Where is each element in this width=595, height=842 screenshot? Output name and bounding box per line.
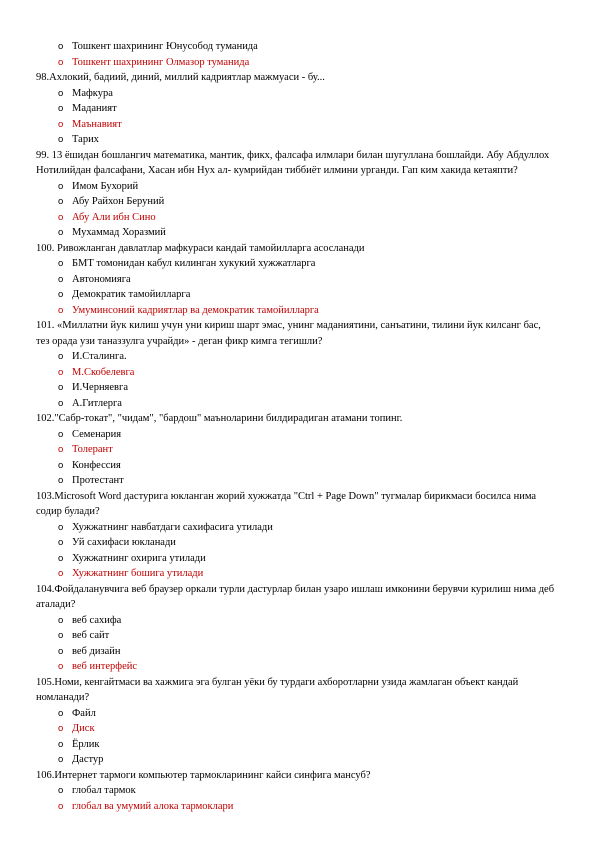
- bullet-circle-icon: o: [58, 428, 64, 440]
- answer-option-correct: [36, 303, 556, 319]
- answer-list: [36, 86, 556, 148]
- answer-text: Тошкент шахрининг Юнусобод туманида: [72, 41, 258, 52]
- bullet-circle-icon: o: [58, 304, 64, 316]
- answer-option: [36, 628, 556, 644]
- question-text: 102."Сабр-токат", "чидам", "бардош" маъноларини билдирадиган атамани топинг.: [36, 413, 403, 424]
- bullet-circle-icon: o: [58, 723, 64, 734]
- bullet-circle-icon: o: [58, 459, 64, 471]
- bullet-circle-icon: o: [58, 754, 64, 765]
- bullet-circle-icon: o: [58, 41, 64, 52]
- answer-text: Абу Али ибн Сино: [72, 211, 156, 223]
- answer-option: [36, 256, 556, 272]
- answer-option-correct: [36, 442, 556, 458]
- answer-option: [36, 101, 556, 117]
- answer-option-correct: [36, 210, 556, 226]
- answer-option-correct: [36, 566, 556, 582]
- answer-list: [36, 179, 556, 241]
- bullet-circle-icon: o: [58, 475, 64, 486]
- answer-text: веб интерфейс: [72, 661, 138, 672]
- answer-list: [36, 706, 556, 768]
- answer-option: [36, 535, 556, 551]
- question-text: 98.Ахлокий, бадиий, диний, миллий кадриятлар мажмуаси - бу...: [36, 72, 325, 83]
- answer-text: Конфессия: [72, 459, 121, 471]
- bullet-circle-icon: o: [58, 614, 64, 626]
- answer-option: [36, 287, 556, 303]
- answer-option: [36, 86, 556, 102]
- bullet-circle-icon: o: [58, 134, 64, 145]
- answer-option: [36, 349, 556, 365]
- answer-option-correct: [36, 365, 556, 381]
- answer-option: [36, 644, 556, 660]
- answer-text: Маданият: [72, 103, 117, 114]
- bullet-circle-icon: o: [58, 273, 64, 285]
- answer-option-correct: [36, 55, 556, 71]
- bullet-circle-icon: o: [58, 444, 64, 455]
- bullet-circle-icon: o: [58, 785, 64, 796]
- bullet-circle-icon: o: [58, 180, 64, 192]
- answer-option: [36, 380, 556, 396]
- answer-option: [36, 706, 556, 722]
- answer-text: Семенария: [72, 428, 122, 440]
- answer-list: [36, 39, 556, 70]
- answer-text: Дастур: [72, 754, 104, 765]
- answer-option: [36, 551, 556, 567]
- answer-text: Имом Бухорий: [72, 180, 139, 192]
- question-text: 100. Ривожланган давлатлар мафкураси кандай тамойилларга асосланади: [36, 242, 365, 254]
- answer-option: [36, 613, 556, 629]
- answer-text: М.Скобелевга: [72, 366, 135, 378]
- bullet-circle-icon: o: [58, 738, 64, 750]
- answer-text: веб сайт: [72, 630, 110, 641]
- answer-text: Толерант: [72, 444, 113, 455]
- bullet-circle-icon: o: [58, 211, 64, 223]
- answer-option: [36, 396, 556, 412]
- answer-text: Файл: [72, 707, 96, 719]
- answer-text: глобал ва умумий алока тармоклари: [72, 800, 234, 812]
- bullet-circle-icon: o: [58, 56, 64, 68]
- answer-option: [36, 225, 556, 241]
- answer-option-correct: [36, 721, 556, 737]
- bullet-circle-icon: o: [58, 645, 64, 657]
- answer-list: [36, 520, 556, 582]
- answer-option: [36, 179, 556, 195]
- answer-option-correct: [36, 799, 556, 815]
- answer-option: [36, 427, 556, 443]
- answer-list: [36, 613, 556, 675]
- answer-text: Уй сахифаси юкланади: [72, 537, 176, 548]
- question-text: 101. «Миллатни йук килиш учун уни кириш шарт эмас, унинг маданиятини, санъатини, тилини йук килсанг бас, тез орада узи таназзулга учрайди» - деган фикр кимга тегишли?: [36, 320, 541, 347]
- answer-text: И.Сталинга.: [72, 351, 127, 362]
- bullet-circle-icon: o: [58, 258, 64, 269]
- question-text: 104.Фойдаланувчига веб браузер оркали турли дастурлар билан узаро ишлаш имконини берувчи курилиш нима деб аталади?: [36, 583, 555, 610]
- bullet-circle-icon: o: [58, 87, 64, 99]
- answer-text: Диск: [72, 723, 95, 734]
- answer-option: [36, 39, 556, 55]
- answer-option: [36, 783, 556, 799]
- answer-text: веб сахифа: [72, 614, 122, 626]
- bullet-circle-icon: o: [58, 351, 64, 362]
- bullet-circle-icon: o: [58, 227, 64, 238]
- bullet-circle-icon: o: [58, 661, 64, 672]
- answer-option: [36, 132, 556, 148]
- answer-list: [36, 427, 556, 489]
- answer-text: И.Черняевга: [72, 382, 128, 393]
- answer-text: Демократик тамойилларга: [72, 289, 191, 300]
- answer-text: Тошкент шахрининг Олмазор туманида: [72, 56, 250, 68]
- answer-text: Маънавият: [72, 118, 122, 130]
- answer-text: Хужжатнинг навбатдаги сахифасига утилади: [72, 521, 273, 533]
- bullet-circle-icon: o: [58, 382, 64, 393]
- bullet-circle-icon: o: [58, 630, 64, 641]
- bullet-circle-icon: o: [58, 552, 64, 564]
- answer-text: БМТ томонидан кабул килинган хукукий хужжатларга: [72, 258, 316, 269]
- bullet-circle-icon: o: [58, 118, 64, 130]
- answer-text: Хужжатнинг бошига утилади: [72, 568, 204, 579]
- question-text: 99. 13 ёшидан бошлангич математика, мантик, фикх, фалсафа илмлари билан шугуллана бошлайди. Абу Абдуллох Нотилийдан фалсафани, Хасан ибн Нух ал- кумрийдан тиббиёт илмини урганди. Гап ким хакида кетаяпти?: [36, 149, 550, 176]
- bullet-circle-icon: o: [58, 397, 64, 409]
- question-text: 106.Интернет тармоги компьютер тармокларининг кайси синфига мансуб?: [36, 769, 371, 781]
- document-body: [36, 39, 556, 814]
- answer-text: веб дизайн: [72, 645, 121, 657]
- answer-text: Хужжатнинг охирига утилади: [72, 552, 206, 564]
- answer-option: [36, 737, 556, 753]
- bullet-circle-icon: o: [58, 103, 64, 114]
- bullet-circle-icon: o: [58, 800, 64, 812]
- question-text: 103.Microsoft Word дастурига юкланган жорий хужжатда "Ctrl + Page Down" тугмалар бирикмаси босилса нима содир булади?: [36, 490, 537, 517]
- answer-text: глобал тармок: [72, 785, 136, 796]
- answer-option: [36, 194, 556, 210]
- answer-list: [36, 783, 556, 814]
- answer-option-correct: [36, 659, 556, 675]
- bullet-circle-icon: o: [58, 196, 64, 207]
- bullet-circle-icon: o: [58, 289, 64, 300]
- bullet-circle-icon: o: [58, 537, 64, 548]
- answer-option: [36, 520, 556, 536]
- bullet-circle-icon: o: [58, 568, 64, 579]
- answer-list: [36, 256, 556, 318]
- answer-option: [36, 473, 556, 489]
- answer-text: Абу Райхон Беруний: [72, 196, 165, 207]
- answer-option: [36, 272, 556, 288]
- answer-text: Протестант: [72, 475, 124, 486]
- answer-option: [36, 458, 556, 474]
- bullet-circle-icon: o: [58, 366, 64, 378]
- answer-text: Ёрлик: [72, 738, 100, 750]
- answer-text: Умуминсоний кадриятлар ва демократик тамойилларга: [72, 304, 319, 316]
- answer-option: [36, 752, 556, 768]
- answer-text: Мухаммад Хоразмий: [72, 227, 166, 238]
- answer-text: Автономияга: [72, 273, 131, 285]
- answer-option-correct: [36, 117, 556, 133]
- bullet-circle-icon: o: [58, 707, 64, 719]
- answer-text: А.Гитлерга: [72, 397, 122, 409]
- question-text: 105.Номи, кенгайтмаси ва хажмига эга булган уёки бу турдаги ахборотларни узида жамлаган объект кандай номланади?: [36, 676, 519, 703]
- answer-text: Тарих: [72, 134, 99, 145]
- answer-text: Мафкура: [72, 87, 113, 99]
- bullet-circle-icon: o: [58, 521, 64, 533]
- answer-list: [36, 349, 556, 411]
